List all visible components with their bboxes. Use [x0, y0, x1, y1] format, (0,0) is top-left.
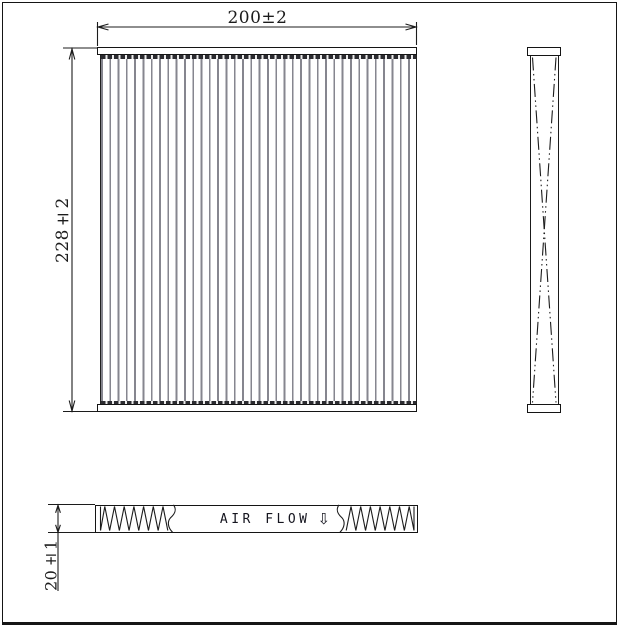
- air-flow-annotation: [200, 509, 350, 529]
- height-dimension-label: 228±2: [53, 197, 73, 263]
- front-pleat-panel: [100, 55, 417, 404]
- side-body: [530, 56, 559, 405]
- air-flow-down-arrow-icon: ⇩: [317, 510, 331, 528]
- side-top-cap: [527, 47, 561, 56]
- width-dimension-label: 200±2: [227, 8, 288, 28]
- air-flow-label: AIR FLOW: [219, 511, 311, 527]
- side-bottom-cap: [527, 404, 561, 413]
- front-top-cap: [97, 47, 417, 55]
- thickness-dimension-label: 20±1: [41, 539, 61, 591]
- front-bottom-cap: [97, 404, 417, 412]
- front-top-glue-band: [101, 55, 416, 59]
